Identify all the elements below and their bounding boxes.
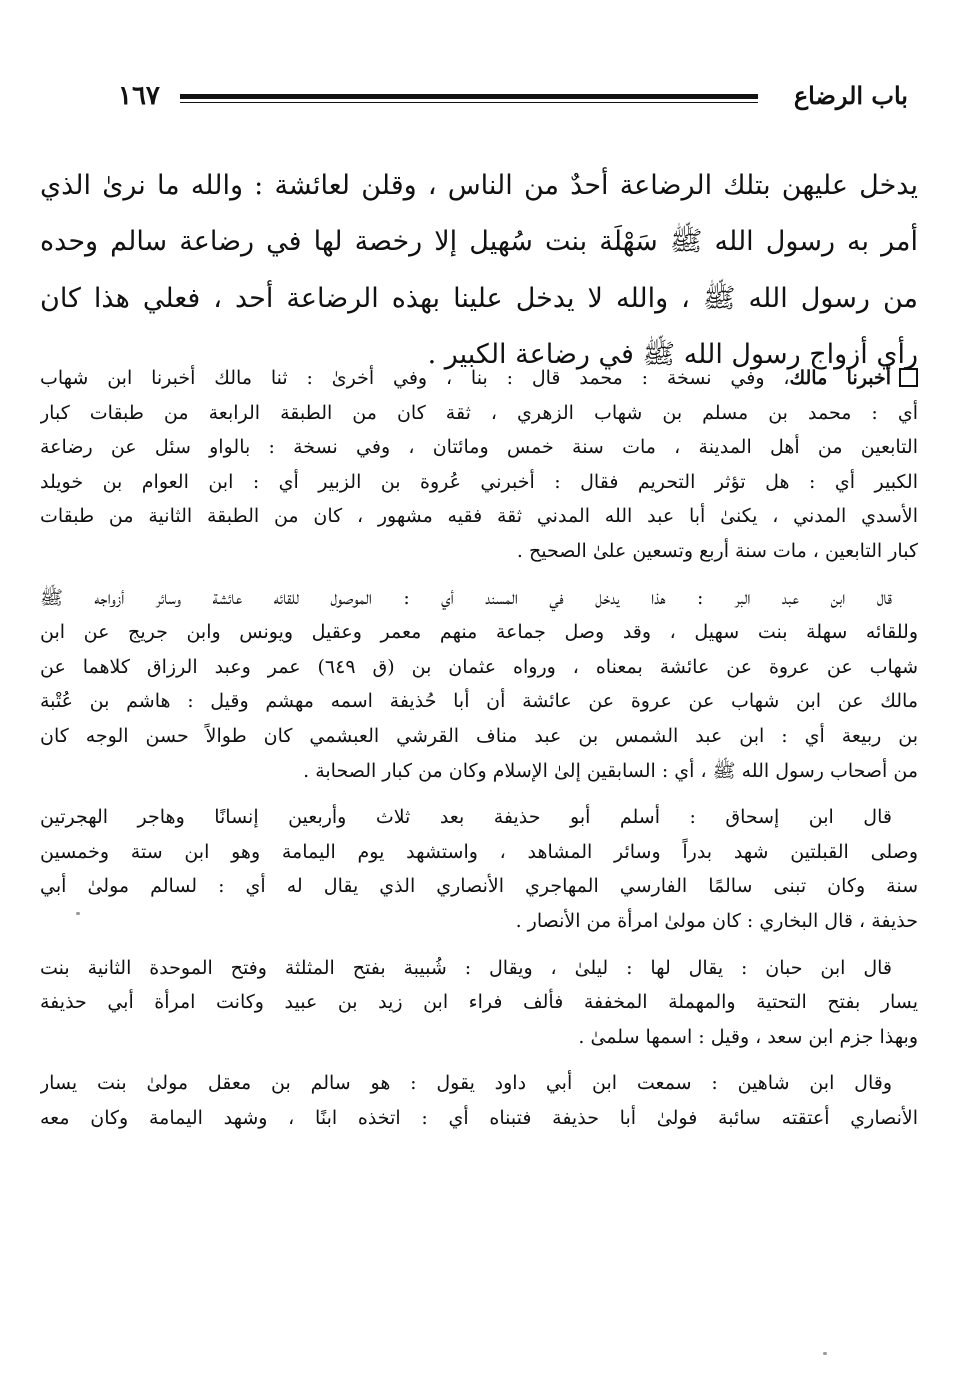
commentary-line: الكبير أي : هل تؤثر التحريم فقال : أخبرني عُروة بن الزبير أي : ابن العوام بن خويلد: [40, 470, 918, 493]
commentary-section: [40, 361, 918, 1147]
commentary-line: قال ابن عبد البر : هذا يدخل في المسند أي : الموصول للقائه عائشة وسائر أزواجه ﷺ: [40, 586, 892, 609]
commentary-line: قال ابن حبان : يقال لها : ليلىٰ ، ويقال : شُبيبة بفتح المثلثة وفتح الموحدة الثانية بنت: [40, 956, 892, 979]
page-number: ١٦٧: [118, 81, 160, 111]
commentary-paragraph: [40, 1066, 918, 1135]
commentary-line: الأسدي المدني ، يكنىٰ أبا عبد الله المدني ثقة فقيه مشهور ، كان من الطبقة الثانية من طبقات: [40, 505, 918, 528]
commentary-line: مالك عن ابن شهاب عن عروة عن عائشة أن أبا حُذيفة اسمه مهشم وقيل : هاشم بن عُتْبة: [40, 690, 918, 713]
commentary-line: وللقائه سهلة بنت سهيل ، وقد وصل جماعة منهم معمر وعقيل ويونس وابن جريج عن ابن: [40, 621, 918, 644]
running-title: باب الرضاع: [793, 81, 908, 110]
scan-speck: [823, 1352, 827, 1355]
commentary-paragraph: [40, 361, 918, 569]
commentary-line: الأنصاري أعتقته سائبة فولىٰ أبا حذيفة فتبناه أي : اتخذه ابنًا ، وشهد اليمامة وكان معه: [40, 1106, 918, 1129]
commentary-line: حذيفة ، قال البخاري : كان مولىٰ امرأة من الأنصار .: [515, 909, 918, 932]
commentary-line: قال ابن إسحاق : أسلم أبو حذيفة بعد ثلاث وأربعين إنسانًا وهاجر الهجرتين: [40, 806, 892, 829]
commentary-line: كبار التابعين ، مات سنة أربع وتسعين علىٰ الصحيح .: [516, 539, 918, 562]
hadith-line: من رسول الله ﷺ ، والله لا يدخل علينا بهذه الرضاعة أحد ، فعلي هذا كان: [40, 282, 918, 314]
commentary-paragraph: [40, 581, 918, 789]
commentary-line: سنة وكان تبنى سالمًا الفارسي المهاجري الأنصاري الذي يقال له أي : لسالم مولىٰ أبي: [40, 875, 918, 898]
commentary-line: بن ربيعة أي : ابن عبد الشمس بن عبد مناف القرشي العبشمي كان طوالاً حسن الوجه كان: [40, 724, 918, 747]
lead-label: أخبرنا مالك: [789, 367, 891, 389]
commentary-line: وقال ابن شاهين : سمعت ابن أبي داود يقول : هو سالم بن معقل مولىٰ بنت يسار: [40, 1072, 892, 1095]
hadith-line: يدخل عليهن بتلك الرضاعة أحدٌ من الناس ، وقلن لعائشة : والله ما نرىٰ الذي: [40, 170, 918, 201]
commentary-line: وصلى القبلتين شهد بدراً وسائر المشاهد ، واستشهد يوم اليمامة وهو ابن ستة وخمسين: [40, 840, 918, 863]
square-marker-icon: [899, 368, 918, 387]
commentary-paragraph: [40, 800, 918, 938]
hadith-text: [40, 158, 918, 384]
commentary-line: ، وفي نسخة : محمد قال : بنا ، وفي أخرىٰ : ثنا مالك أخبرنا ابن شهاب: [40, 367, 790, 389]
hadith-line: أمر به رسول الله ﷺ سَهْلَة بنت سُهيل إلا رخصة لها في رضاعة سالم وحده: [40, 226, 918, 258]
commentary-line: يسار بفتح التحتية والمهملة المخففة فألف فراء ابن زيد بن عبيد وكانت امرأة أبي حذيفة: [40, 991, 918, 1014]
commentary-line: شهاب عن عروة عن عائشة بمعناه ، ورواه عثمان بن (ق ٦٤٩) عمر وعبد الرزاق كلاهما عن: [40, 655, 918, 678]
hadith-line: رأي أزواج رسول الله ﷺ في رضاعة الكبير .: [427, 339, 918, 371]
commentary-paragraph: [40, 951, 918, 1055]
commentary-line: أي : محمد بن مسلم بن شهاب الزهري ، ثقة كان من الطبقة الرابعة من طبقات كبار: [40, 401, 918, 424]
commentary-line: التابعين من أهل المدينة ، مات سنة خمس ومائتان ، وفي نسخة : بالواو سئل عن رضاعة: [40, 436, 918, 459]
commentary-line: من أصحاب رسول الله ﷺ ، أي : السابقين إلىٰ الإسلام وكان من كبار الصحابة .: [303, 759, 918, 782]
commentary-line: وبهذا جزم ابن سعد ، وقيل : اسمها سلمىٰ .: [578, 1025, 918, 1048]
scan-speck: [76, 912, 80, 915]
